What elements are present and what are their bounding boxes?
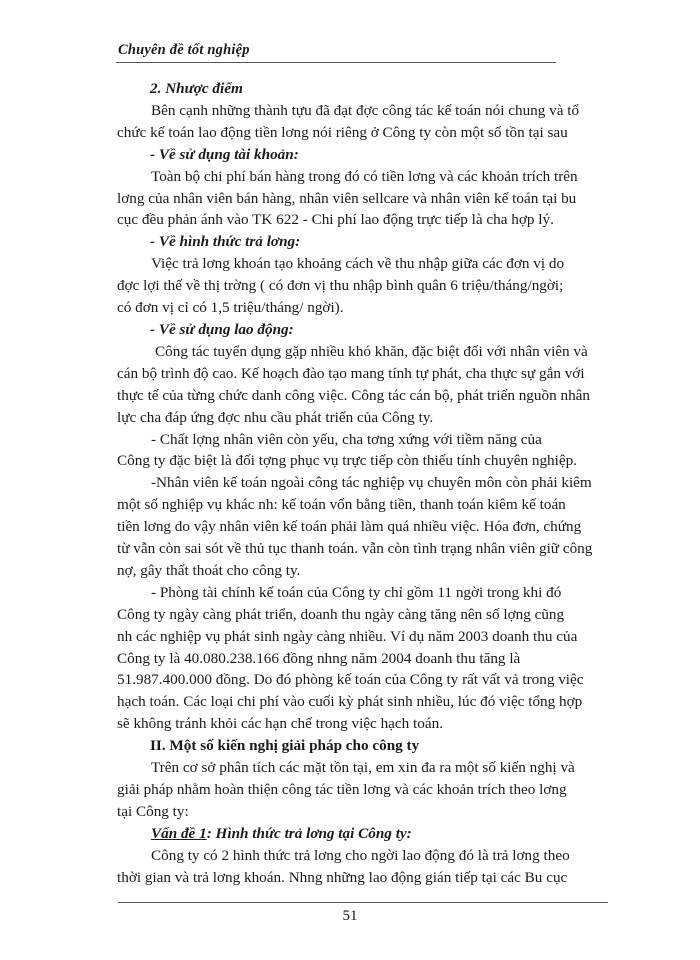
text-line: thực tế của từng chức danh công việc. Công tác cán bộ, phát triển nguồn nhân bbox=[117, 386, 591, 404]
text-line: Toàn bộ chi phí bán hàng trong đó có tiền lơng và các khoản trích trên bbox=[151, 167, 578, 185]
text-line: nh các nghiệp vụ phát sinh ngày càng nhiều. Ví dụ năm 2003 doanh thu của bbox=[117, 627, 578, 645]
text-line: có đơn vị cỉ có 1,5 triệu/tháng/ ngời). bbox=[117, 299, 344, 317]
section-heading: - Về hình thức trả lơng: bbox=[150, 233, 301, 251]
text-line: chức kế toán lao động tiền lơng nói riêng ở Công ty còn một số tồn tại sau bbox=[117, 123, 568, 141]
section-heading: II. Một số kiến nghị giải pháp cho công ty bbox=[150, 737, 420, 755]
text-line: 51.987.400.000 đồng. Do đó phòng kế toán của Công ty rất vất vả trong việc bbox=[117, 671, 584, 689]
text-line: giải pháp nhằm hoàn thiện công tác tiền lơng và các khoản trích theo lơng bbox=[117, 781, 567, 798]
text-line: một số nghiệp vụ khác nh: kế toán vốn bằng tiền, thanh toán kiêm kế toán bbox=[117, 496, 566, 514]
document-body bbox=[117, 78, 635, 889]
header-rule bbox=[116, 62, 556, 63]
text-line: nợ, gây thất thoát cho công ty. bbox=[117, 561, 301, 579]
text-line: Công ty là 40.080.238.166 đồng nhng năm 2004 doanh thu tăng là bbox=[117, 649, 521, 667]
text-line: cục đều phản ánh vào TK 622 - Chi phí lao động trực tiếp là cha hợp lý. bbox=[117, 211, 554, 229]
footer-rule bbox=[118, 902, 608, 903]
text-line: tiền lơng do vậy nhân viên kế toán phải làm quá nhiều việc. Hóa đơn, chứng bbox=[117, 518, 582, 536]
text-line: Trên cơ sở phân tích các mặt tồn tại, em xin đa ra một số kiến nghị và bbox=[151, 759, 575, 777]
text-line: - Chất lợng nhân viên còn yếu, cha tơng xứng với tiềm năng của bbox=[151, 430, 542, 448]
text-line: đợc lợi thế về thị trờng ( có đơn vị thu nhập bình quân 6 triệu/tháng/ngời; bbox=[117, 277, 564, 295]
text-line: cán bộ trình độ cao. Kế hoạch đào tạo mang tính tự phát, cha thực sự gắn với bbox=[117, 364, 585, 382]
issue-title: : Hình thức trả lơng tại Công ty: bbox=[206, 824, 412, 842]
section-heading: - Về sử dụng lao động: bbox=[150, 320, 294, 338]
text-line: -Nhân viên kế toán ngoài công tác nghiệp vụ chuyên môn còn phải kiêm bbox=[151, 474, 592, 492]
issue-label: Vấn đề 1 bbox=[151, 824, 207, 842]
section-heading: 2. Nhược điểm bbox=[150, 80, 243, 97]
text-line: Công ty ngày càng phát triển, doanh thu ngày càng tăng nên số lợng cũng bbox=[117, 605, 565, 623]
section-heading bbox=[117, 823, 635, 845]
text-line: lơng của nhân viên bán hàng, nhân viên sellcare và nhân viên kế toán tại bu bbox=[117, 189, 577, 207]
text-line: Công ty có 2 hình thức trả lơng cho ngời lao động đó là trả lơng theo bbox=[151, 846, 570, 864]
text-line: Việc trả lơng khoán tạo khoảng cách về thu nhập giữa các đơn vị do bbox=[151, 255, 565, 273]
text-line: thời gian và trả lơng khoán. Nhng những lao động gián tiếp tại các Bu cục bbox=[117, 868, 568, 886]
text-line: hạch toán. Các loại chi phí vào cuối kỳ phát sinh nhiều, lúc đó việc tổng hợp bbox=[117, 693, 583, 711]
text-line: từ vẫn còn sai sót về thủ tục thanh toán. vẫn còn tình trạng nhân viên giữ công bbox=[117, 540, 593, 558]
running-header: Chuyên đề tốt nghiệp bbox=[118, 42, 250, 58]
text-line: Bên cạnh những thành tựu đã đạt đợc công tác kế toán nói chung và tổ bbox=[151, 101, 580, 119]
text-line: sẽ không tránh khỏi các hạn chế trong việc hạch toán. bbox=[117, 715, 443, 733]
text-line: Công tác tuyển dụng gặp nhiều khó khăn, đặc biệt đối với nhân viên và bbox=[155, 342, 588, 360]
text-line: tại Công ty: bbox=[117, 802, 189, 820]
text-line: Công ty đặc biệt là đối tợng phục vụ trực tiếp còn thiếu tính chuyên nghiệp. bbox=[117, 452, 577, 470]
text-line: - Phòng tài chính kế toán của Công ty chỉ gồm 11 ngời trong khi đó bbox=[151, 583, 562, 601]
text-line: lực cha đáp ứng đợc nhu cầu phát triển của Công ty. bbox=[117, 408, 434, 426]
page-number: 51 bbox=[342, 908, 358, 924]
section-heading: - Về sử dụng tài khoản: bbox=[150, 145, 299, 163]
